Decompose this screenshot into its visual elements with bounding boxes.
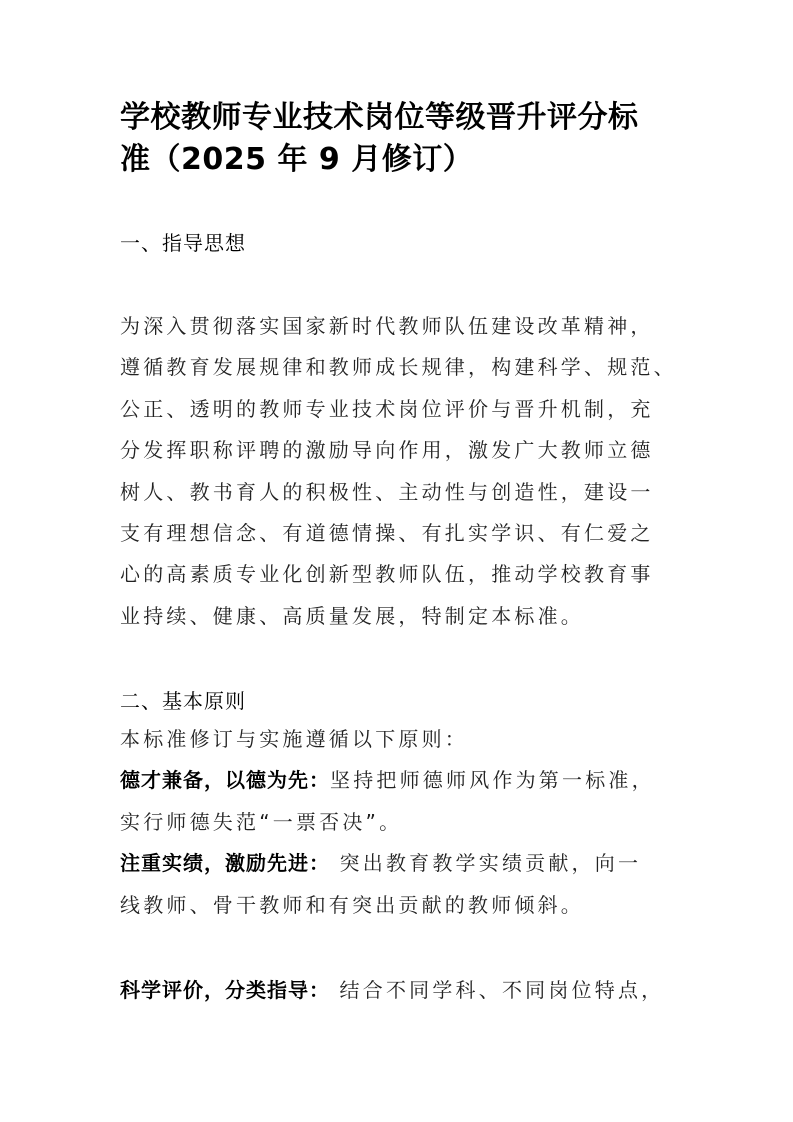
principle-3 <box>120 970 680 1011</box>
paragraph-line: 为深入贯彻落实国家新时代教师队伍建设改革精神， <box>120 314 654 338</box>
principle-1-continued: 实行师德失范“一票否决”。 <box>120 809 403 834</box>
principle-2 <box>120 843 680 884</box>
principle-2-text: 突出教育教学实绩贡献，向一 <box>330 851 642 876</box>
principle-1-text: 坚持把师德师风作为第一标准， <box>330 768 655 793</box>
principle-3-block <box>120 970 680 1011</box>
paragraph-line: 业持续、健康、高质量发展，特制定本标准。 <box>120 603 584 628</box>
principle-1 <box>120 760 680 801</box>
guiding-ideology-paragraph <box>120 306 680 637</box>
principle-3-title: 科学评价，分类指导： <box>120 978 330 1002</box>
paragraph-line: 心的高素质专业化创新型教师队伍，推动学校教育事 <box>120 562 654 587</box>
paragraph-line: 树人、教书育人的积极性、主动性与创造性，建设一 <box>120 479 654 504</box>
paragraph-line: 遵循教育发展规律和教师成长规律，构建科学、规范、 <box>120 355 677 380</box>
section-heading-basic-principles: 二、基本原则 <box>120 689 246 713</box>
title-line-2: 准（2025 年 9 月修订） <box>120 142 474 177</box>
principle-3-text: 结合不同学科、不同岗位特点， <box>330 978 665 1002</box>
principle-2-title: 注重实绩，激励先进： <box>120 851 330 876</box>
principle-1-title: 德才兼备，以德为先： <box>120 768 330 793</box>
paragraph-line: 支有理想信念、有道德情操、有扎实学识、有仁爱之 <box>120 521 654 546</box>
paragraph-line: 公正、透明的教师专业技术岗位评价与晋升机制，充 <box>120 396 654 421</box>
principles-intro: 本标准修订与实施遵循以下原则： <box>120 727 468 751</box>
section-heading-guiding-ideology: 一、指导思想 <box>120 231 246 255</box>
principle-2-continued: 线教师、骨干教师和有突出贡献的教师倾斜。 <box>120 892 584 917</box>
principles-block <box>120 719 680 926</box>
document-title <box>120 97 680 181</box>
paragraph-line: 分发挥职称评聘的激励导向作用，激发广大教师立德 <box>120 438 654 463</box>
title-line-1: 学校教师专业技术岗位等级晋升评分标 <box>120 100 639 135</box>
